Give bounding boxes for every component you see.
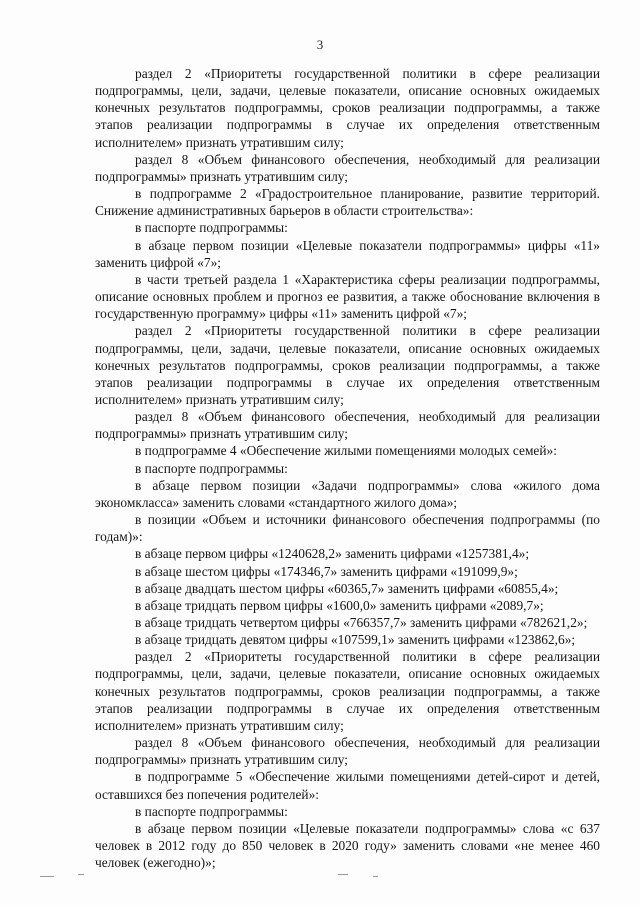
paragraph: в абзаце первом позиции «Задачи подпрограммы» слова «жилого дома экономкласса» заменить словами «стандартного жилого дома»;: [95, 477, 600, 510]
paragraph: в абзаце тридцать первом цифры «1600,0» заменить цифрами «2089,7»;: [135, 597, 544, 613]
scan-artifact-mark: [373, 876, 378, 877]
paragraph: в абзаце шестом цифры «174346,7» заменить цифрами «191099,9»;: [135, 563, 518, 579]
paragraph: в подпрограмме 2 «Градостроительное планирование, развитие территорий. Снижение административных барьеров в области строительства»:: [95, 186, 600, 219]
document-body: [95, 65, 600, 871]
paragraph: раздел 8 «Объем финансового обеспечения, необходимый для реализации подпрограммы» признать утратившим силу;: [95, 151, 600, 184]
paragraph: в абзаце двадцать шестом цифры «60365,7» заменить цифрами «60855,4»;: [135, 580, 559, 596]
paragraph: раздел 8 «Объем финансового обеспечения, необходимый для реализации подпрограммы» признать утратившим силу;: [95, 735, 600, 768]
paragraph: в подпрограмме 5 «Обеспечение жилыми помещениями детей-сирот и детей, оставшихся без попечения родителей»:: [95, 769, 600, 802]
paragraph: раздел 2 «Приоритеты государственной политики в сфере реализации подпрограммы, цели, задачи, целевые показатели, описание основных ожидаемых конечных результатов подпрограммы, сроков реализации подпрограммы, а также этапов реализации подпрограммы в случае их определения ответственным исполнителем» признать утратившим силу;: [95, 66, 600, 150]
paragraph: в подпрограмме 4 «Обеспечение жилыми помещениями молодых семей»:: [135, 443, 557, 459]
scan-artifact-mark: [338, 874, 348, 875]
paragraph: в паспорте подпрограммы:: [135, 220, 288, 236]
paragraph: в абзаце первом цифры «1240628,2» заменить цифрами «1257381,4»;: [135, 546, 530, 562]
paragraph: в абзаце тридцать девятом цифры «107599,1» заменить цифрами «123862,6»;: [135, 632, 576, 648]
paragraph: раздел 2 «Приоритеты государственной политики в сфере реализации подпрограммы, цели, задачи, целевые показатели, описание основных ожидаемых конечных результатов подпрограммы, сроков реализации подпрограммы, а также этапов реализации подпрограммы в случае их определения ответственным исполнителем» признать утратившим силу;: [95, 323, 600, 407]
paragraph: раздел 8 «Объем финансового обеспечения, необходимый для реализации подпрограммы» признать утратившим силу;: [95, 409, 600, 442]
paragraph: раздел 2 «Приоритеты государственной политики в сфере реализации подпрограммы, цели, задачи, целевые показатели, описание основных ожидаемых конечных результатов подпрограммы, сроков реализации подпрограммы, а также этапов реализации подпрограммы в случае их определения ответственным исполнителем» признать утратившим силу;: [95, 649, 600, 733]
paragraph: в абзаце тридцать четвертом цифры «766357,7» заменить цифрами «782621,2»;: [135, 615, 588, 630]
paragraph: в паспорте подпрограммы:: [135, 803, 288, 819]
scan-artifact-mark: [40, 876, 54, 877]
paragraph: в абзаце первом позиции «Целевые показатели подпрограммы» цифры «11» заменить цифрой «7»;: [95, 237, 600, 270]
paragraph: в части третьей раздела 1 «Характеристика сферы реализации подпрограммы, описание основных проблем и прогноз ее развития, а также обоснование включения в государственную программу» цифры «11» заменить цифрой «7»;: [95, 271, 600, 322]
paragraph: в позиции «Объем и источники финансового обеспечения подпрограммы (по годам)»:: [95, 512, 600, 545]
paragraph: в паспорте подпрограммы:: [135, 460, 288, 476]
paragraph: в абзаце первом позиции «Целевые показатели подпрограммы» слова «с 637 человек в 2012 году до 850 человек в 2020 году» заменить словами «не менее 460 человек (ежегодно)»;: [95, 820, 600, 871]
page-number: 3: [316, 37, 324, 52]
scan-artifact-mark: [78, 874, 84, 875]
